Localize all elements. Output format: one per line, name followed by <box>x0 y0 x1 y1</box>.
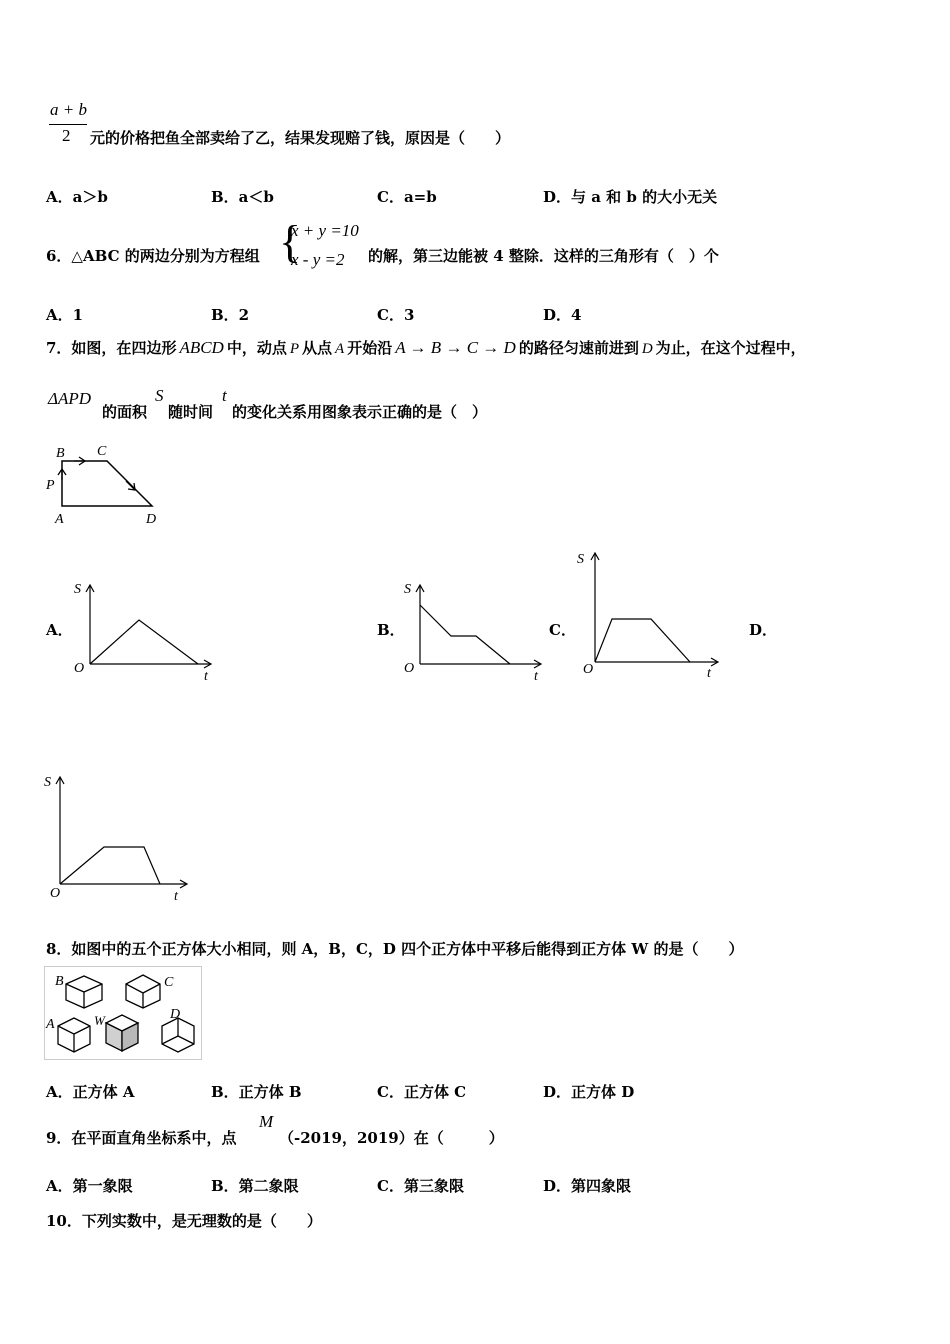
q7-option-c-label: C． <box>549 621 576 639</box>
cubes-figure <box>44 966 202 1060</box>
q9-option-d: D．第四象限 <box>543 1177 632 1195</box>
q6-option-c: C．3 <box>377 306 415 324</box>
axis-label-s: S <box>74 582 81 597</box>
q5-option-a: A．a＞b <box>46 188 108 206</box>
axis-label-s: S <box>404 582 411 597</box>
graph-option-a <box>70 578 220 684</box>
cube-label-c: C <box>164 975 174 990</box>
graph-curve <box>90 620 198 664</box>
graph-curve <box>420 605 510 664</box>
fig-label-b: B <box>56 446 65 461</box>
q7-stem-time: 随时间 <box>168 403 214 421</box>
cube-w <box>106 1015 138 1051</box>
graph-curve <box>595 619 690 662</box>
graph-option-d <box>42 770 194 906</box>
origin-label: O <box>74 661 85 676</box>
cube-d <box>162 1018 194 1052</box>
cube-label-w: W <box>94 1013 105 1028</box>
origin-label: O <box>50 886 61 901</box>
q8-option-a: A．正方体 A <box>46 1083 135 1101</box>
q5-stem: 元的价格把鱼全部卖给了乙，结果发现赔了钱，原因是（ ） <box>90 129 511 147</box>
cube-label-b: B <box>55 974 64 989</box>
axis-label-t: t <box>174 889 178 904</box>
q5-option-b: B．a＜b <box>211 188 274 206</box>
q9-option-a: A．第一象限 <box>46 1177 133 1195</box>
q6-equation-2: x - y =2 <box>291 250 345 269</box>
graph-curve <box>60 847 160 884</box>
q7-option-d-label: D． <box>749 621 778 639</box>
quadrilateral-shape <box>62 461 152 506</box>
axis-arrowheads <box>591 553 718 666</box>
q8-option-b: B．正方体 B <box>211 1083 302 1101</box>
arrow-up-icon <box>58 469 66 480</box>
fig-label-p: P <box>46 478 55 493</box>
q9-option-b: B．第二象限 <box>211 1177 299 1195</box>
quadrilateral-figure <box>40 438 170 530</box>
triangle-apd: ΔAPD <box>48 389 92 408</box>
symbol-s: S <box>155 386 164 405</box>
q7-option-b-label: B． <box>377 621 405 639</box>
q7-stem-area: 的面积 <box>102 403 148 421</box>
axis-label-s: S <box>44 775 51 790</box>
system-brace: { <box>279 216 302 267</box>
fig-label-c: C <box>97 444 107 459</box>
axis-arrowheads <box>416 585 541 668</box>
fraction-numerator: a + b <box>50 100 87 119</box>
q7-stem-tail: 的变化关系用图象表示正确的是（ ） <box>232 403 488 421</box>
cube-a <box>58 1018 90 1052</box>
q6-option-b: B．2 <box>211 306 250 324</box>
q8-option-d: D．正方体 D <box>543 1083 635 1101</box>
q8-stem: 8．如图中的五个正方体大小相同，则 A，B，C，D 四个正方体中平移后能得到正方体 W 的是（ ） <box>46 940 744 958</box>
fraction-denominator: 2 <box>62 126 71 145</box>
fraction-bar <box>49 124 87 125</box>
fig-label-a: A <box>55 512 64 527</box>
q10-stem: 10．下列实数中，是无理数的是（ ） <box>46 1212 322 1230</box>
fig-label-d: D <box>146 512 157 527</box>
q7-option-a-label: A． <box>46 621 73 639</box>
q9-stem-post: （-2019，2019）在（ ） <box>279 1129 504 1147</box>
q9-stem-pre: 9．在平面直角坐标系中，点 <box>46 1129 237 1147</box>
axis-label-t: t <box>707 666 711 681</box>
graph-option-b <box>400 578 550 684</box>
axis-label-s: S <box>577 552 584 567</box>
q6-option-a: A．1 <box>46 306 84 324</box>
q6-stem-pre: 6．△ABC 的两边分别为方程组 <box>46 247 260 265</box>
cube-label-a: A <box>46 1017 55 1032</box>
axis-label-t: t <box>204 669 208 684</box>
q9-option-c: C．第三象限 <box>377 1177 464 1195</box>
arrow-right-icon <box>74 457 85 465</box>
q6-stem-post: 的解，第三边能被 4 整除．这样的三角形有（ ）个 <box>368 247 719 265</box>
q5-option-c: C．a=b <box>377 188 437 206</box>
origin-label: O <box>404 661 415 676</box>
graph-option-c <box>575 546 725 682</box>
cube-label-d: D <box>170 1007 181 1022</box>
origin-label: O <box>583 662 594 677</box>
point-m: M <box>259 1112 274 1131</box>
q7-stem-line-1: 7．如图，在四边形 ABCD 中，动点 P 从点 A 开始沿 A → B → C → D 的路径匀速前进到 D 为止，在这个过程中， <box>46 338 806 357</box>
q6-option-d: D．4 <box>543 306 582 324</box>
q8-option-c: C．正方体 C <box>377 1083 467 1101</box>
arrow-diagonal-icon <box>126 481 135 490</box>
q6-equation-1: x + y =10 <box>291 221 359 240</box>
axis-label-t: t <box>534 669 538 684</box>
q5-option-d: D．与 a 和 b 的大小无关 <box>543 188 718 206</box>
cube-b <box>66 976 102 1008</box>
symbol-t: t <box>222 386 227 405</box>
cube-c <box>126 975 160 1008</box>
